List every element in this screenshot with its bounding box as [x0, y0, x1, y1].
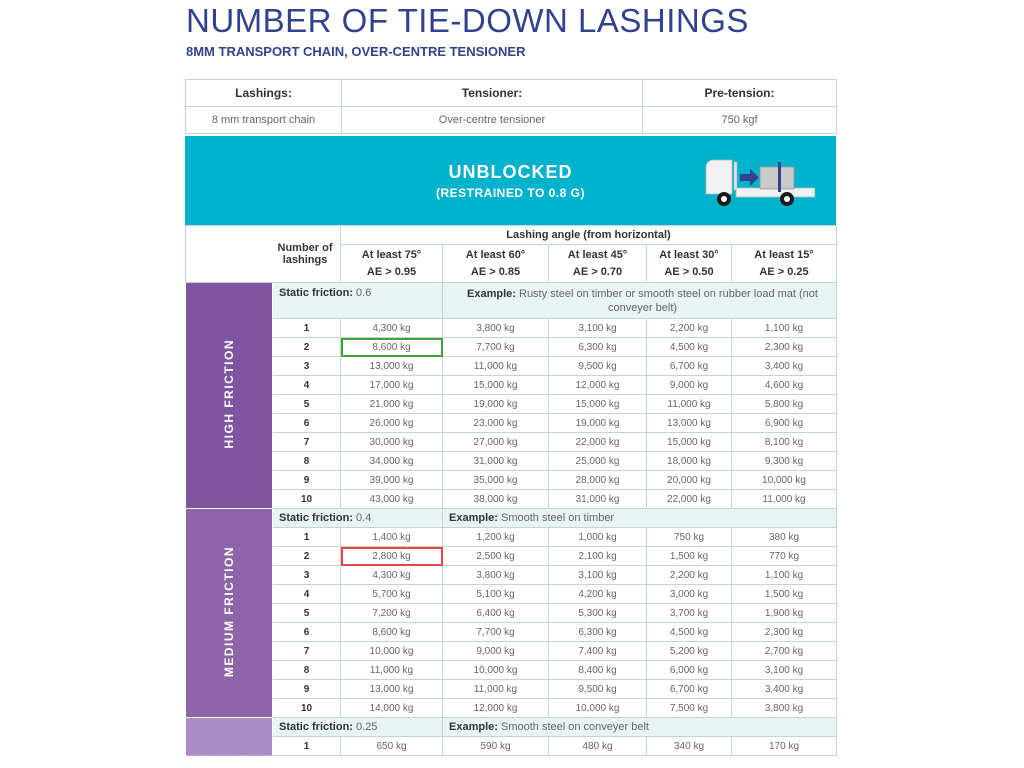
lashing-count: 1: [273, 528, 341, 547]
ae-label: AE > 0.50: [664, 265, 714, 278]
lashing-count: 10: [273, 490, 341, 509]
load-capacity-cell: 4,500 kg: [647, 338, 732, 357]
angle-label: At least 60°: [465, 248, 526, 261]
load-capacity-cell: 1,900 kg: [732, 604, 837, 623]
load-capacity-cell: 23,000 kg: [443, 414, 549, 433]
table-row: [186, 528, 837, 547]
static-friction-cell: [273, 283, 443, 319]
ae-label: AE > 0.95: [366, 265, 417, 278]
table-row: [186, 357, 837, 376]
load-capacity-cell: 1,200 kg: [443, 528, 549, 547]
table-row: [186, 699, 837, 718]
load-capacity-cell: 22,000 kg: [549, 433, 647, 452]
lashing-count: 8: [273, 452, 341, 471]
load-capacity-cell: 11,000 kg: [443, 357, 549, 376]
load-capacity-cell: 13,000 kg: [341, 357, 443, 376]
load-capacity-cell: 3,700 kg: [647, 604, 732, 623]
table-row: [186, 547, 837, 566]
load-capacity-cell: 26,000 kg: [341, 414, 443, 433]
example-text: Smooth steel on conveyer belt: [500, 721, 649, 733]
highlighted-load-capacity-cell: 8,600 kg: [341, 338, 443, 357]
static-friction-label: Static friction:: [279, 512, 353, 524]
load-capacity-cell: 31,000 kg: [549, 490, 647, 509]
static-friction-label: Static friction:: [279, 287, 353, 299]
table-row: [186, 471, 837, 490]
load-capacity-cell: 2,300 kg: [732, 338, 837, 357]
load-capacity-cell: 7,400 kg: [549, 642, 647, 661]
load-capacity-cell: 30,000 kg: [341, 433, 443, 452]
load-capacity-cell: 3,400 kg: [732, 357, 837, 376]
load-capacity-cell: 11,000 kg: [341, 661, 443, 680]
load-capacity-cell: 340 kg: [647, 737, 732, 756]
angle-label: At least 15°: [754, 248, 814, 261]
lashing-count: 3: [273, 357, 341, 376]
load-capacity-cell: 1,400 kg: [341, 528, 443, 547]
load-capacity-cell: 35,000 kg: [443, 471, 549, 490]
static-friction-value: 0.4: [356, 512, 372, 524]
table-row: [186, 604, 837, 623]
static-friction-cell: [273, 509, 443, 528]
table-row: [186, 338, 837, 357]
load-capacity-cell: 15,000 kg: [549, 395, 647, 414]
highlighted-load-capacity-cell: 2,800 kg: [341, 547, 443, 566]
banner-subtitle: (RESTRAINED TO 0.8 G): [436, 186, 585, 200]
load-capacity-cell: 19,000 kg: [443, 395, 549, 414]
table-row: [186, 395, 837, 414]
load-capacity-cell: 6,700 kg: [647, 680, 732, 699]
table-row: [186, 376, 837, 395]
truck-with-load-icon: [700, 154, 815, 209]
table-row: [186, 623, 837, 642]
load-capacity-cell: 18,000 kg: [647, 452, 732, 471]
load-capacity-cell: 4,500 kg: [647, 623, 732, 642]
load-capacity-cell: 13,000 kg: [341, 680, 443, 699]
load-capacity-cell: 750 kg: [647, 528, 732, 547]
load-capacity-cell: 10,000 kg: [549, 699, 647, 718]
load-capacity-cell: 6,700 kg: [647, 357, 732, 376]
angle-group-row: [186, 226, 837, 245]
tensioner-label: Tensioner:: [342, 80, 643, 107]
friction-category-label: [186, 718, 273, 756]
lashing-count: 10: [273, 699, 341, 718]
load-capacity-cell: 1,100 kg: [732, 319, 837, 338]
load-capacity-cell: 7,700 kg: [443, 623, 549, 642]
load-capacity-cell: 9,000 kg: [647, 376, 732, 395]
load-capacity-cell: 8,100 kg: [732, 433, 837, 452]
lashing-angle-header: Lashing angle (from horizontal): [341, 226, 837, 245]
table-row: [186, 566, 837, 585]
load-capacity-cell: 14,000 kg: [341, 699, 443, 718]
load-capacity-cell: 8,400 kg: [549, 661, 647, 680]
load-capacity-cell: 1,100 kg: [732, 566, 837, 585]
page-subtitle: 8MM TRANSPORT CHAIN, OVER-CENTRE TENSIONER: [186, 44, 526, 59]
load-capacity-cell: 590 kg: [443, 737, 549, 756]
table-row: [186, 490, 837, 509]
friction-category-label: [186, 283, 273, 509]
static-friction-label: Static friction:: [279, 721, 353, 733]
table-row: [186, 319, 837, 338]
load-capacity-cell: 10,000 kg: [341, 642, 443, 661]
load-capacity-cell: 480 kg: [549, 737, 647, 756]
lashings-label: Lashings:: [186, 80, 342, 107]
load-capacity-cell: 6,300 kg: [549, 338, 647, 357]
load-capacity-cell: 15,000 kg: [647, 433, 732, 452]
pretension-label: Pre-tension:: [643, 80, 837, 107]
load-capacity-cell: 7,200 kg: [341, 604, 443, 623]
load-capacity-cell: 5,200 kg: [647, 642, 732, 661]
load-capacity-cell: 6,000 kg: [647, 661, 732, 680]
ae-label: AE > 0.85: [470, 265, 521, 278]
load-capacity-cell: 3,800 kg: [443, 319, 549, 338]
load-capacity-cell: 770 kg: [732, 547, 837, 566]
load-capacity-cell: 2,300 kg: [732, 623, 837, 642]
load-capacity-cell: 8,600 kg: [341, 623, 443, 642]
lashings-value: 8 mm transport chain: [186, 107, 342, 134]
example-cell: [443, 718, 837, 737]
lashing-count: 2: [273, 338, 341, 357]
lashing-count: 5: [273, 395, 341, 414]
example-cell: [443, 509, 837, 528]
load-capacity-cell: 1,500 kg: [732, 585, 837, 604]
load-capacity-cell: 10,000 kg: [443, 661, 549, 680]
lashing-count: 6: [273, 414, 341, 433]
load-capacity-cell: 3,800 kg: [732, 699, 837, 718]
load-capacity-cell: 5,800 kg: [732, 395, 837, 414]
load-capacity-cell: 20,000 kg: [647, 471, 732, 490]
angle-column-header: [647, 245, 732, 283]
angle-label: At least 45°: [567, 248, 628, 261]
load-capacity-cell: 3,400 kg: [732, 680, 837, 699]
load-capacity-cell: 5,700 kg: [341, 585, 443, 604]
load-capacity-cell: 25,000 kg: [549, 452, 647, 471]
friction-info-row: [186, 509, 837, 528]
info-values-row: [186, 107, 837, 134]
load-capacity-cell: 11,000 kg: [647, 395, 732, 414]
example-label: Example:: [467, 287, 516, 300]
ae-label: AE > 0.70: [572, 265, 623, 278]
angle-column-header: [443, 245, 549, 283]
angle-label: At least 75°: [361, 248, 422, 261]
tensioner-value: Over-centre tensioner: [342, 107, 643, 134]
lashing-count: 2: [273, 547, 341, 566]
load-capacity-cell: 34,000 kg: [341, 452, 443, 471]
load-capacity-cell: 9,500 kg: [549, 357, 647, 376]
load-capacity-cell: 43,000 kg: [341, 490, 443, 509]
lashing-count: 8: [273, 661, 341, 680]
load-capacity-cell: 2,500 kg: [443, 547, 549, 566]
lashing-count: 7: [273, 642, 341, 661]
table-row: [186, 414, 837, 433]
load-capacity-cell: 2,200 kg: [647, 319, 732, 338]
lashing-count: 6: [273, 623, 341, 642]
load-capacity-cell: 19,000 kg: [549, 414, 647, 433]
ae-label: AE > 0.25: [759, 265, 809, 278]
banner-title: UNBLOCKED: [448, 162, 573, 182]
load-capacity-cell: 13,000 kg: [647, 414, 732, 433]
load-capacity-cell: 170 kg: [732, 737, 837, 756]
load-capacity-cell: 3,100 kg: [732, 661, 837, 680]
lashing-count: 5: [273, 604, 341, 623]
example-text: Smooth steel on timber: [500, 512, 615, 524]
static-friction-cell: [273, 718, 443, 737]
load-capacity-cell: 7,500 kg: [647, 699, 732, 718]
example-cell: [443, 283, 837, 319]
lashing-count: 9: [273, 680, 341, 699]
load-capacity-cell: 4,200 kg: [549, 585, 647, 604]
lashing-count: 4: [273, 376, 341, 395]
load-capacity-cell: 9,000 kg: [443, 642, 549, 661]
info-labels-row: [186, 80, 837, 107]
load-capacity-cell: 3,800 kg: [443, 566, 549, 585]
friction-category-text: HIGH FRICTION: [222, 339, 236, 449]
angle-label: At least 30°: [659, 248, 719, 261]
table-row: [186, 642, 837, 661]
load-capacity-cell: 12,000 kg: [443, 699, 549, 718]
load-capacity-cell: 10,000 kg: [732, 471, 837, 490]
number-of-lashings-header: Number of lashings: [186, 226, 341, 283]
lashing-count: 9: [273, 471, 341, 490]
load-capacity-cell: 9,300 kg: [732, 452, 837, 471]
angle-column-header: [341, 245, 443, 283]
load-capacity-cell: 11,000 kg: [732, 490, 837, 509]
load-capacity-cell: 3,100 kg: [549, 319, 647, 338]
angle-column-header: [549, 245, 647, 283]
table-row: [186, 661, 837, 680]
load-capacity-cell: 380 kg: [732, 528, 837, 547]
friction-info-row: [186, 718, 837, 737]
friction-info-row: [186, 283, 837, 319]
load-capacity-cell: 5,100 kg: [443, 585, 549, 604]
friction-category-text: MEDIUM FRICTION: [222, 545, 236, 678]
static-friction-value: 0.6: [356, 287, 372, 299]
load-capacity-cell: 3,000 kg: [647, 585, 732, 604]
load-capacity-cell: 12,000 kg: [549, 376, 647, 395]
load-capacity-cell: 11,000 kg: [443, 680, 549, 699]
angle-column-header: [732, 245, 837, 283]
load-capacity-cell: 2,700 kg: [732, 642, 837, 661]
load-capacity-cell: 31,000 kg: [443, 452, 549, 471]
load-capacity-cell: 15,000 kg: [443, 376, 549, 395]
load-capacity-cell: 5,300 kg: [549, 604, 647, 623]
table-row: [186, 433, 837, 452]
friction-category-label: [186, 509, 273, 718]
load-capacity-cell: 6,300 kg: [549, 623, 647, 642]
load-capacity-cell: 650 kg: [341, 737, 443, 756]
load-capacity-cell: 21,000 kg: [341, 395, 443, 414]
page-title: NUMBER OF TIE-DOWN LASHINGS: [186, 2, 749, 39]
lashing-count: 7: [273, 433, 341, 452]
load-capacity-cell: 39,000 kg: [341, 471, 443, 490]
load-capacity-cell: 7,700 kg: [443, 338, 549, 357]
load-capacity-cell: 2,200 kg: [647, 566, 732, 585]
load-capacity-cell: 17,000 kg: [341, 376, 443, 395]
lashing-count: 1: [273, 319, 341, 338]
load-capacity-cell: 9,500 kg: [549, 680, 647, 699]
lashing-count: 4: [273, 585, 341, 604]
table-row: [186, 737, 837, 756]
load-capacity-cell: 22,000 kg: [647, 490, 732, 509]
load-capacity-cell: 4,600 kg: [732, 376, 837, 395]
lashing-count: 3: [273, 566, 341, 585]
load-capacity-cell: 6,900 kg: [732, 414, 837, 433]
load-capacity-cell: 3,100 kg: [549, 566, 647, 585]
example-label: Example:: [449, 721, 498, 733]
load-capacity-cell: 1,000 kg: [549, 528, 647, 547]
load-capacity-cell: 4,300 kg: [341, 566, 443, 585]
load-capacity-cell: 1,500 kg: [647, 547, 732, 566]
static-friction-value: 0.25: [356, 721, 378, 733]
example-label: Example:: [449, 512, 498, 524]
table-row: [186, 680, 837, 699]
load-capacity-cell: 28,000 kg: [549, 471, 647, 490]
table-row: [186, 452, 837, 471]
unblocked-banner: [185, 136, 836, 225]
example-text: Rusty steel on timber or smooth steel on rubber load mat (not conveyer belt): [519, 287, 818, 314]
load-capacity-cell: 38,000 kg: [443, 490, 549, 509]
load-capacity-cell: 6,400 kg: [443, 604, 549, 623]
pretension-value: 750 kgf: [643, 107, 837, 134]
info-table: [185, 79, 837, 134]
lashing-count: 1: [273, 737, 341, 756]
table-row: [186, 585, 837, 604]
lashing-table: [185, 225, 837, 756]
load-capacity-cell: 27,000 kg: [443, 433, 549, 452]
load-capacity-cell: 4,300 kg: [341, 319, 443, 338]
load-capacity-cell: 2,100 kg: [549, 547, 647, 566]
